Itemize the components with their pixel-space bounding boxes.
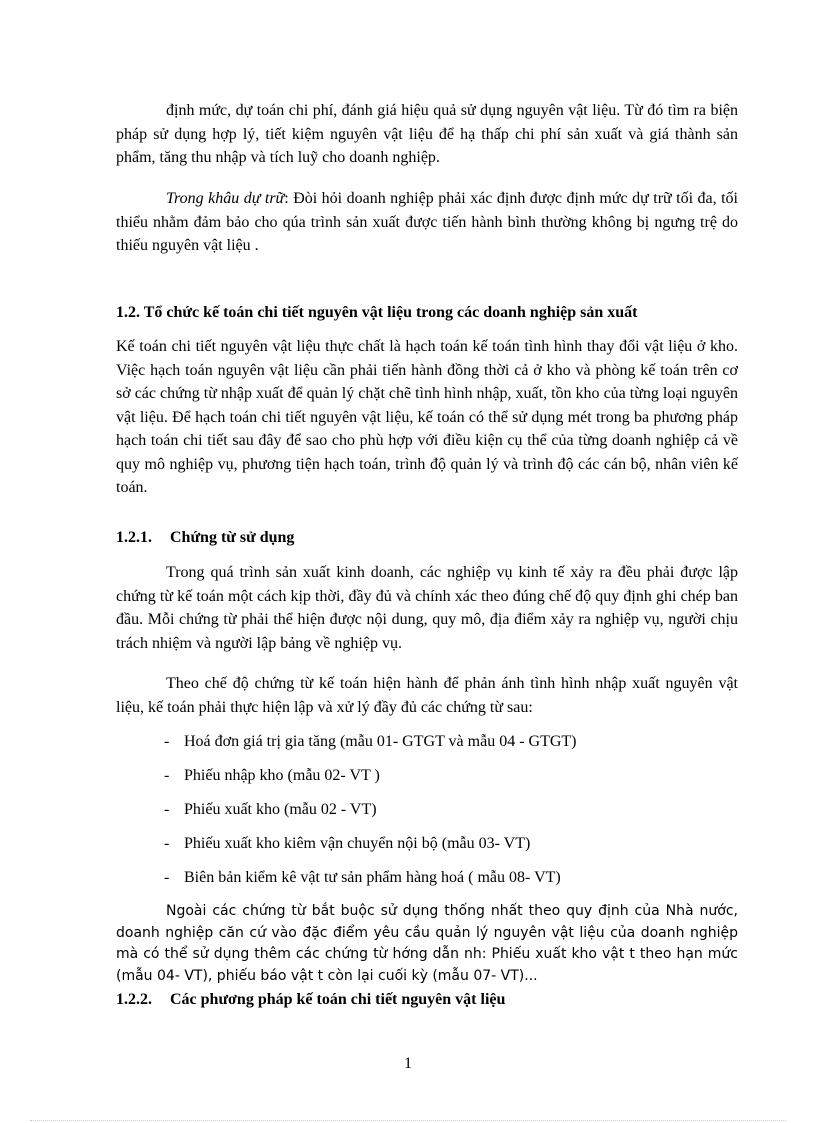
paragraph-additional-documents: Ngoài các chứng từ bắt buộc sử dụng thống nhất theo quy định của Nhà nước, doanh nghiệp căn cứ vào đặc điểm yêu cầu quản lý nguyên vật liệu của doanh nghiệp mà có thể sử dụng thêm các chứng từ hớng dẫn nh: Phiếu xuất kho vật t theo hạn mức (mẫu 04- VT), phiếu báo vật t còn lại cuối kỳ (mẫu 07- VT)... bbox=[116, 903, 738, 984]
list-item bbox=[164, 833, 724, 855]
list-item-text: Hoá đơn giá trị gia tăng (mẫu 01- GTGT và mẫu 04 - GTGT) bbox=[184, 733, 577, 750]
heading-1-2-2 bbox=[116, 989, 738, 1011]
list-item bbox=[164, 765, 724, 787]
paragraph-current-regime: Theo chế độ chứng từ kế toán hiện hành để phản ánh tình hình nhập xuất nguyên vật liệu, kế toán phải thực hiện lập và xử lý đầy đủ các chứng từ sau: bbox=[116, 675, 738, 716]
list-dash: - bbox=[164, 767, 170, 784]
paragraph-detailed-accounting: Kế toán chi tiết nguyên vật liệu thực chất là hạch toán kế toán tình hình thay đổi vật liệu ở kho. Việc hạch toán nguyên vật liệu cần phải tiến hành đồng thời cả ở kho và phòng kế toán trên cơ sở các chứng từ nhập xuất để quản lý chặt chẽ tình hình nhập, xuất, tồn kho của từng loại nguyên vật liệu. Để hạch toán chi tiết nguyên vật liệu, kế toán có thể sử dụng mét trong ba phương pháp hạch toán chi tiết sau đây để sao cho phù hợp với điều kiện cụ thể của từng doanh nghiệp cả về quy mô nghiệp vụ, phương tiện hạch toán, trình độ quản lý và trình độ các cán bộ, nhân viên kế toán. bbox=[116, 338, 738, 496]
heading-1-2-2-number: 1.2.2. bbox=[116, 991, 152, 1008]
heading-1-2-1-number: 1.2.1. bbox=[116, 529, 152, 546]
list-item-text: Phiếu xuất kho (mẫu 02 - VT) bbox=[184, 801, 377, 818]
list-item bbox=[164, 867, 724, 889]
heading-1-2: 1.2. Tổ chức kế toán chi tiết nguyên vật liệu trong các doanh nghiệp sản xuất bbox=[116, 304, 638, 321]
list-item bbox=[164, 799, 724, 821]
heading-1-2-1-title: Chứng từ sử dụng bbox=[170, 529, 295, 546]
reserve-stage-label: Trong khâu dự trữ bbox=[166, 190, 285, 207]
list-dash: - bbox=[164, 835, 170, 852]
page-number: 1 bbox=[404, 1055, 412, 1072]
paragraph-intro bbox=[116, 99, 738, 170]
paragraph-documents-intro: Trong quá trình sản xuất kinh doanh, các nghiệp vụ kinh tế xảy ra đều phải được lập chứng từ kế toán một cách kịp thời, đầy đủ và chính xác theo đúng chế độ quy định ghi chép ban đầu. Mỗi chứng từ phải thể hiện được nội dung, quy mô, địa điểm xảy ra nghiệp vụ, người chịu trách nhiệm và người lập bảng về nghiệp vụ. bbox=[116, 564, 738, 652]
list-item-text: Phiếu xuất kho kiêm vận chuyển nội bộ (mẫu 03- VT) bbox=[184, 835, 531, 852]
paragraph-intro-text: định mức, dự toán chi phí, đánh giá hiệu quả sử dụng nguyên vật liệu. Từ đó tìm ra biện pháp sử dụng hợp lý, tiết kiệm nguyên vật liệu để hạ thấp chi phí sản xuất và giá thành sản phẩm, tăng thu nhập và tích luỹ cho doanh nghiệp. bbox=[116, 102, 738, 166]
list-dash: - bbox=[164, 801, 170, 818]
list-item-text: Biên bản kiểm kê vật tư sản phẩm hàng hoá ( mẫu 08- VT) bbox=[184, 869, 561, 886]
list-item-text: Phiếu nhập kho (mẫu 02- VT ) bbox=[184, 767, 380, 784]
list-dash: - bbox=[164, 869, 170, 886]
paragraph-reserve-stage bbox=[116, 187, 738, 258]
reserve-stage-text: : Đòi hỏi doanh nghiệp phải xác định được định mức dự trữ tối đa, tối thiểu nhằm đảm bảo cho qúa trình sản xuất được tiến hành bình thường không bị ngưng trệ do thiếu nguyên vật liệu . bbox=[116, 190, 739, 254]
list-item bbox=[164, 731, 724, 753]
page-bottom-divider bbox=[30, 1120, 786, 1121]
heading-1-2-1 bbox=[116, 527, 738, 549]
heading-1-2-2-title: Các phương pháp kế toán chi tiết nguyên vật liệu bbox=[170, 991, 506, 1008]
list-dash: - bbox=[164, 733, 170, 750]
